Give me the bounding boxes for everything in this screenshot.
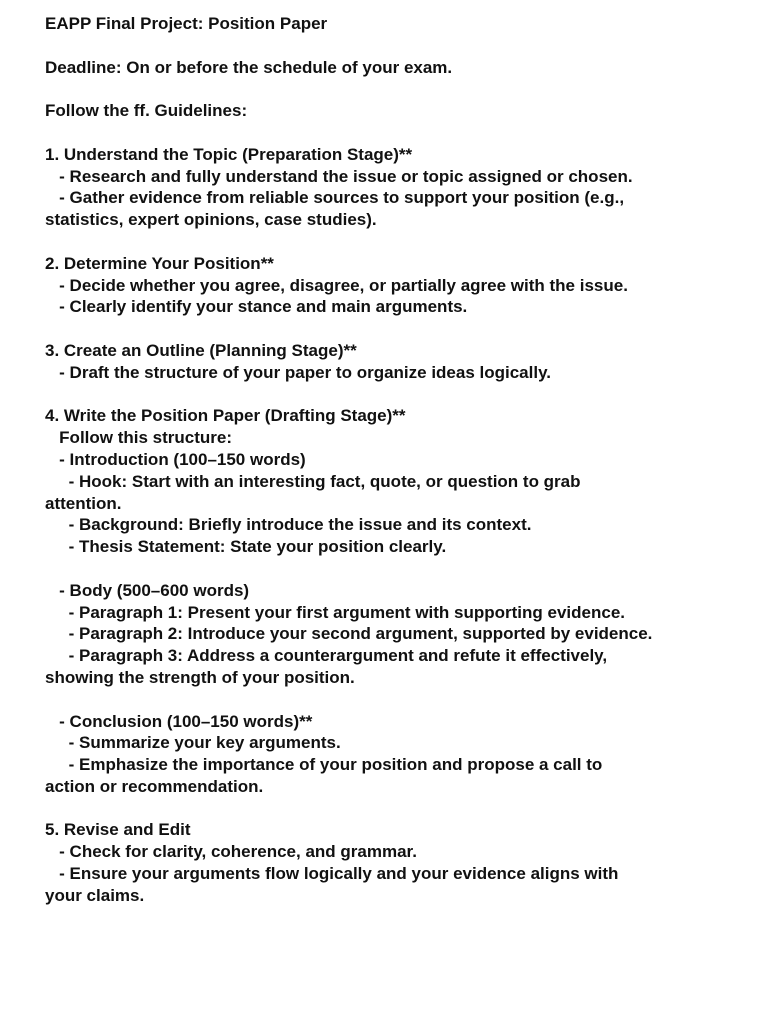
- spacer: [45, 798, 745, 820]
- section-line: - Check for clarity, coherence, and grammar.: [45, 842, 417, 862]
- section-line: - Clearly identify your stance and main arguments.: [45, 297, 468, 317]
- spacer: [45, 689, 745, 711]
- section-line: showing the strength of your position.: [45, 667, 355, 687]
- guidelines-intro: Follow the ff. Guidelines:: [45, 101, 248, 121]
- section-line: your claims.: [45, 885, 145, 905]
- spacer: [45, 78, 745, 100]
- deadline-text: Deadline: On or before the schedule of your exam.: [45, 57, 453, 77]
- section-line: - Thesis Statement: State your position clearly.: [45, 537, 447, 557]
- document-page: [45, 13, 745, 907]
- section-line: action or recommendation.: [45, 776, 264, 796]
- section-line: statistics, expert opinions, case studies).: [45, 210, 377, 230]
- section-heading: 4. Write the Position Paper (Drafting Stage)**: [45, 406, 406, 426]
- section-line: - Conclusion (100–150 words)**: [45, 711, 313, 731]
- section-line: - Paragraph 1: Present your first argument with supporting evidence.: [45, 602, 626, 622]
- section-line: - Draft the structure of your paper to organize ideas logically.: [45, 362, 551, 382]
- section-line: - Summarize your key arguments.: [45, 733, 341, 753]
- section-line: - Body (500–600 words): [45, 580, 250, 600]
- section-line: - Gather evidence from reliable sources to support your position (e.g.,: [45, 188, 625, 208]
- section-line: - Ensure your arguments flow logically and your evidence aligns with: [45, 864, 619, 884]
- section-line: - Paragraph 3: Address a counterargument and refute it effectively,: [45, 646, 608, 666]
- section-line: - Research and fully understand the issue or topic assigned or chosen.: [45, 166, 633, 186]
- section-line: - Introduction (100–150 words): [45, 449, 306, 469]
- section-heading: 2. Determine Your Position**: [45, 253, 274, 273]
- document-title: EAPP Final Project: Position Paper: [45, 14, 328, 33]
- section-heading: 3. Create an Outline (Planning Stage)**: [45, 340, 357, 360]
- section-heading: 1. Understand the Topic (Preparation Stage)**: [45, 144, 413, 164]
- section-line: - Background: Briefly introduce the issue and its context.: [45, 515, 532, 535]
- guideline-sections: [45, 144, 745, 907]
- spacer: [45, 35, 745, 57]
- spacer: [45, 384, 745, 406]
- spacer: [45, 318, 745, 340]
- spacer: [45, 122, 745, 144]
- section-line: attention.: [45, 493, 122, 513]
- spacer: [45, 558, 745, 580]
- section-heading: 5. Revise and Edit: [45, 820, 191, 840]
- section-line: - Paragraph 2: Introduce your second argument, supported by evidence.: [45, 624, 653, 644]
- section-line: - Decide whether you agree, disagree, or partially agree with the issue.: [45, 275, 628, 295]
- spacer: [45, 231, 745, 253]
- section-line: - Hook: Start with an interesting fact, quote, or question to grab: [45, 471, 581, 491]
- section-line: - Emphasize the importance of your position and propose a call to: [45, 755, 603, 775]
- section-line: Follow this structure:: [45, 428, 233, 448]
